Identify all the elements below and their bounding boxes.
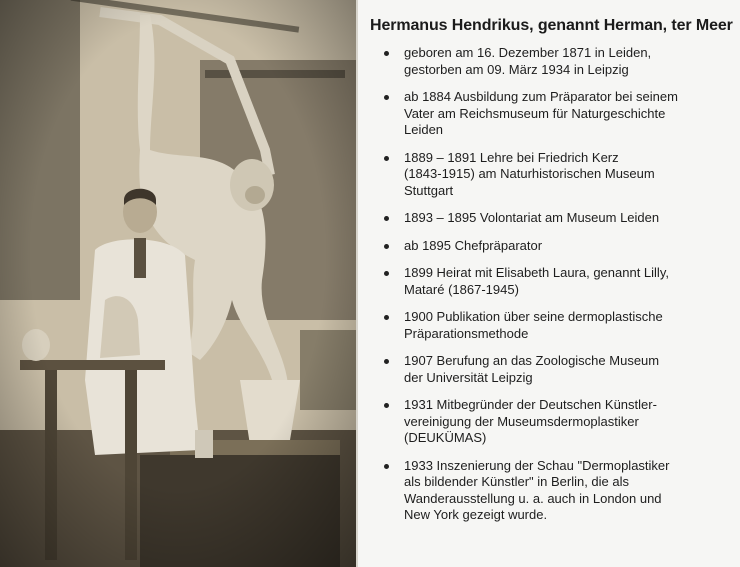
bullet-icon [384, 216, 389, 221]
list-item [384, 89, 734, 139]
list-item [384, 265, 734, 298]
list-item-text: 1899 Heirat mit Elisabeth Laura, genannt Lilly, Mataré (1867-1945) [404, 265, 669, 297]
historic-photo [0, 0, 356, 567]
bullet-icon [384, 244, 389, 249]
list-item [384, 150, 734, 200]
list-item [384, 238, 734, 255]
bullet-icon [384, 315, 389, 320]
bullet-icon [384, 95, 389, 100]
biography-title: Hermanus Hendrikus, genannt Herman, ter Meer [370, 17, 733, 34]
list-item [384, 353, 734, 386]
list-item-text: ab 1895 Chefpräparator [404, 237, 543, 253]
workshop-illustration [0, 0, 356, 567]
bullet-icon [384, 51, 389, 56]
list-item-text: geboren am 16. Dezember 1871 in Leiden, gestorben am 09. März 1934 in Leipzig [404, 45, 652, 77]
list-item-text: 1933 Inszenierung der Schau "Dermoplastiker als bildender Künstler" in Berlin, die als Wanderausstellung u. a. auch in London und New York gezeigt wurde. [404, 457, 670, 522]
list-item-text: 1893 – 1895 Volontariat am Museum Leiden [404, 210, 660, 225]
list-item [384, 397, 734, 447]
bullet-icon [384, 359, 389, 364]
bullet-icon [384, 156, 389, 161]
list-item [384, 210, 734, 227]
list-item-text: 1907 Berufung an das Zoologische Museum der Universität Leipzig [404, 353, 660, 385]
list-item-text: 1931 Mitbegründer der Deutschen Künstler- vereinigung der Museumsdermoplastiker (DEUKÜMAS) [404, 397, 657, 445]
list-item-text: 1900 Publikation über seine dermoplastische Präparationsmethode [404, 309, 663, 341]
list-item [384, 45, 734, 78]
biography-list [384, 45, 734, 535]
bullet-icon [384, 403, 389, 408]
list-item-text: 1889 – 1891 Lehre bei Friedrich Kerz (1843-1915) am Naturhistorischen Museum Stuttgart [404, 149, 655, 198]
list-item [384, 309, 734, 342]
list-item [384, 458, 734, 524]
bullet-icon [384, 464, 389, 469]
list-item-text: ab 1884 Ausbildung zum Präparator bei seinem Vater am Reichsmuseum für Naturgeschichte Leiden [404, 89, 678, 137]
bullet-icon [384, 271, 389, 276]
biography-panel [358, 0, 740, 567]
